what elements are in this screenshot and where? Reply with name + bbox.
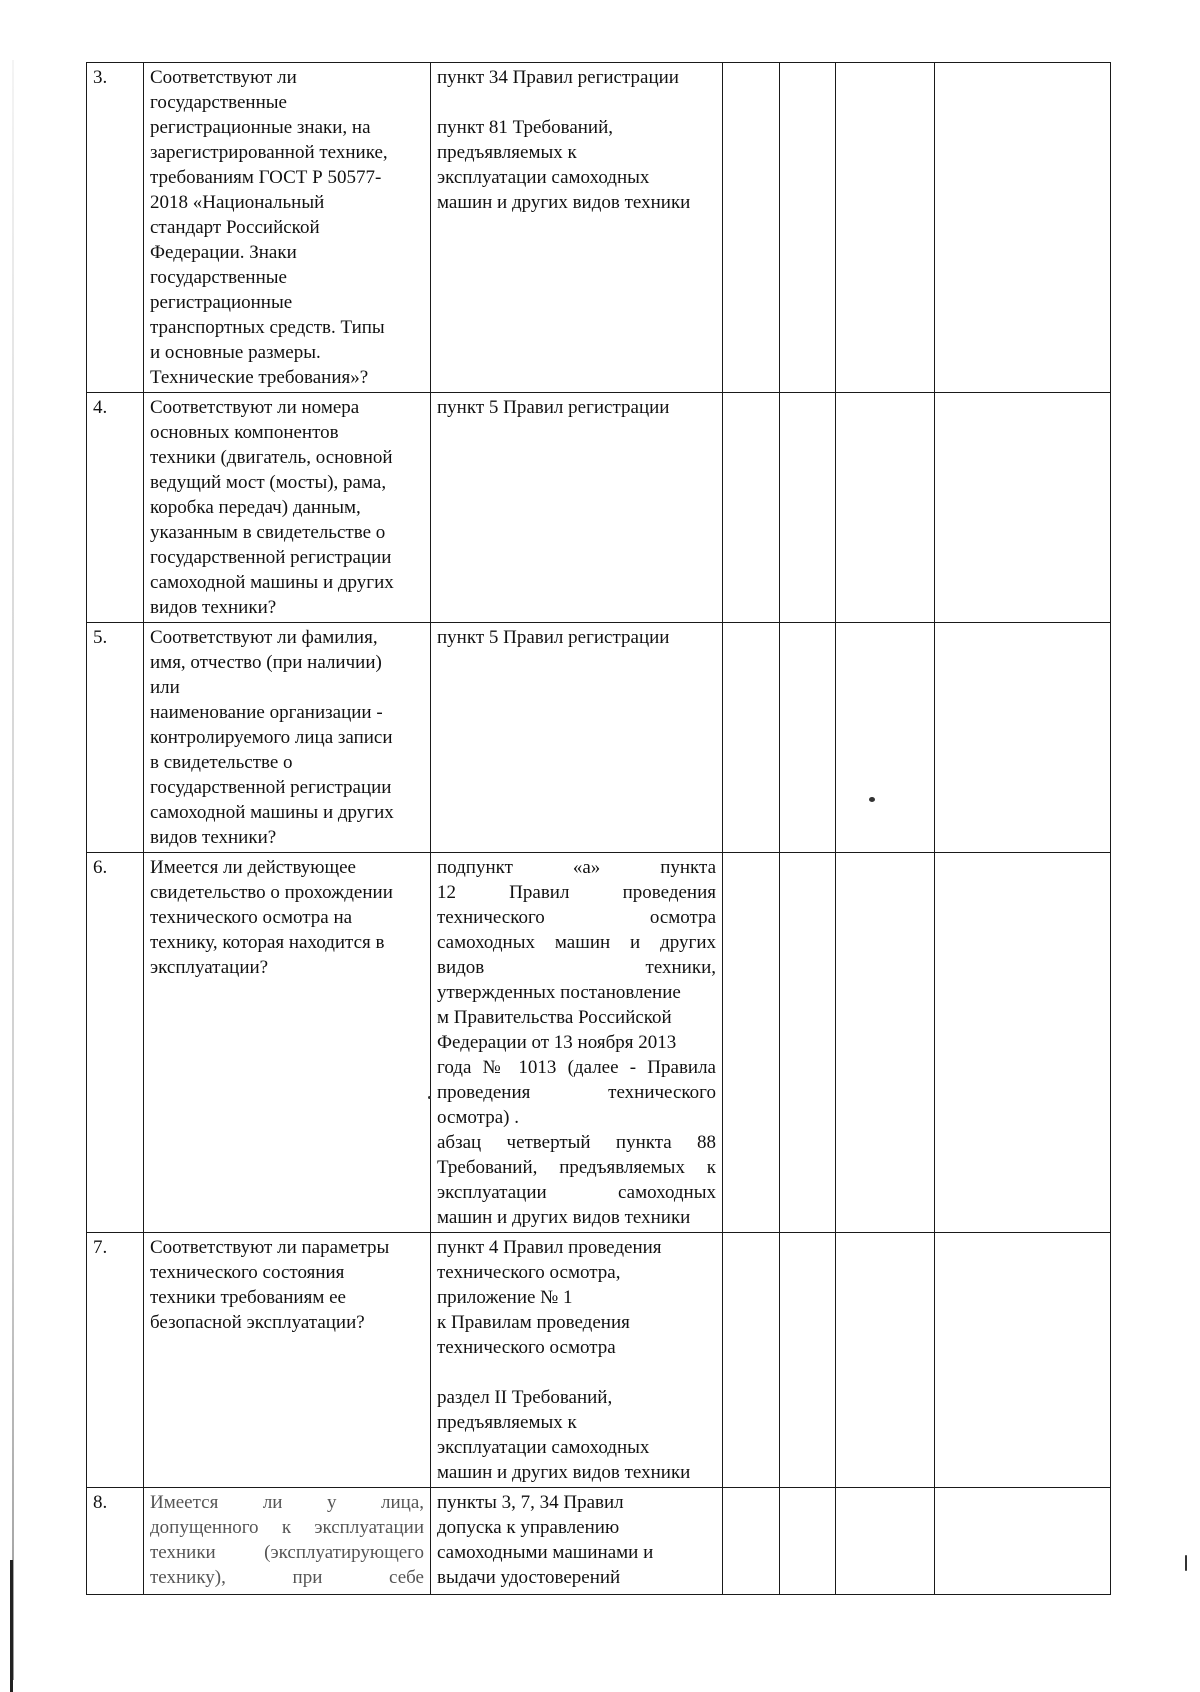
basis-line: пункт 4 Правил проведения: [437, 1237, 662, 1258]
answer-cell: [935, 393, 1111, 623]
row-number: 5.: [87, 623, 144, 853]
question-line: контролируемого лица записи: [150, 727, 393, 748]
answer-cell: [836, 1488, 935, 1595]
basis-line: [437, 1360, 716, 1385]
answer-cell: [780, 1488, 836, 1595]
question-line: имя, отчество (при наличии): [150, 652, 382, 673]
legal-basis-cell: [431, 623, 723, 853]
basis-line: технического осмотра,: [437, 1262, 621, 1283]
basis-line: раздел II Требований,: [437, 1387, 613, 1408]
scan-speck: [428, 1096, 431, 1099]
question-line: Соответствуют ли: [150, 67, 297, 88]
basis-line: м Правительства Российской: [437, 1007, 672, 1028]
answer-cell: [723, 1233, 780, 1488]
answer-cell: [836, 1233, 935, 1488]
answer-cell: [935, 1233, 1111, 1488]
question-line: эксплуатации?: [150, 957, 269, 978]
basis-line: эксплуатации самоходных: [437, 167, 650, 188]
basis-line: машин и других видов техники: [437, 1207, 691, 1228]
answer-cell: [836, 623, 935, 853]
answer-cell: [723, 623, 780, 853]
answer-cell: [780, 623, 836, 853]
question-line: самоходной машины и других: [150, 802, 394, 823]
question-line: технику, которая находится в: [150, 932, 385, 953]
basis-line: проведения технического: [437, 1082, 716, 1103]
question-line: транспортных средств. Типы: [150, 317, 385, 338]
question-line: техники (двигатель, основной: [150, 447, 393, 468]
answer-cell: [780, 1233, 836, 1488]
question-line: Имеется ли у лица,: [150, 1492, 424, 1513]
question-line: Технические требования»?: [150, 367, 369, 388]
legal-basis-cell: [431, 853, 723, 1233]
answer-cell: [836, 393, 935, 623]
question-line: государственные: [150, 267, 287, 288]
question-cell: [144, 393, 431, 623]
legal-basis-cell: [431, 63, 723, 393]
basis-line: к Правилам проведения: [437, 1312, 630, 1333]
basis-line: эксплуатации самоходных: [437, 1437, 650, 1458]
row-number: 7.: [87, 1233, 144, 1488]
answer-cell: [935, 63, 1111, 393]
table-row: [87, 1233, 1111, 1488]
question-line: технического состояния: [150, 1262, 345, 1283]
question-line: стандарт Российской: [150, 217, 320, 238]
question-line: государственной регистрации: [150, 777, 392, 798]
question-line: зарегистрированной технике,: [150, 142, 388, 163]
question-line: регистрационные знаки, на: [150, 117, 371, 138]
basis-line: утвержденных постановление: [437, 982, 681, 1003]
scan-speck: [869, 797, 875, 802]
question-line: государственные: [150, 92, 287, 113]
table-row: [87, 1488, 1111, 1595]
basis-line: года № 1013 (далее - Правила: [437, 1057, 716, 1078]
question-line: Соответствуют ли номера: [150, 397, 360, 418]
basis-line: абзац четвертый пункта 88: [437, 1132, 716, 1153]
basis-line: машин и других видов техники: [437, 192, 691, 213]
answer-cell: [780, 63, 836, 393]
basis-line: [437, 90, 716, 115]
question-line: 2018 «Национальный: [150, 192, 325, 213]
table-row: [87, 853, 1111, 1233]
basis-line: приложение № 1: [437, 1287, 573, 1308]
question-line: свидетельство о прохождении: [150, 882, 393, 903]
answer-cell: [836, 63, 935, 393]
answer-cell: [935, 853, 1111, 1233]
question-cell: [144, 63, 431, 393]
question-line: Соответствуют ли параметры: [150, 1237, 390, 1258]
basis-line: выдачи удостоверений: [437, 1567, 621, 1588]
question-cell: [144, 623, 431, 853]
answer-cell: [780, 393, 836, 623]
question-line: Федерации. Знаки: [150, 242, 297, 263]
basis-line: Требований, предъявляемых к: [437, 1157, 716, 1178]
table-row: [87, 623, 1111, 853]
row-number: 3.: [87, 63, 144, 393]
basis-line: 12 Правил проведения: [437, 882, 716, 903]
scan-edge-mark: [10, 1560, 13, 1692]
scan-speck: [1185, 1555, 1187, 1571]
question-line: видов техники?: [150, 827, 277, 848]
question-line: самоходной машины и других: [150, 572, 394, 593]
basis-line: пункт 81 Требований,: [437, 117, 614, 138]
basis-line: пункт 5 Правил регистрации: [437, 627, 670, 648]
answer-cell: [935, 1488, 1111, 1595]
question-line: ведущий мост (мосты), рама,: [150, 472, 387, 493]
basis-line: пункты 3, 7, 34 Правил: [437, 1492, 624, 1513]
question-cell: [144, 1488, 431, 1595]
question-line: наименование организации -: [150, 702, 383, 723]
legal-basis-cell: [431, 1488, 723, 1595]
basis-line: пункт 34 Правил регистрации: [437, 67, 679, 88]
basis-line: подпункт «а» пункта: [437, 857, 716, 878]
answer-cell: [723, 1488, 780, 1595]
answer-cell: [723, 393, 780, 623]
question-line: и основные размеры.: [150, 342, 321, 363]
question-line: основных компонентов: [150, 422, 339, 443]
row-number: 8.: [87, 1488, 144, 1595]
question-line: регистрационные: [150, 292, 293, 313]
basis-line: самоходными машинами и: [437, 1542, 654, 1563]
basis-line: эксплуатации самоходных: [437, 1182, 716, 1203]
answer-cell: [723, 853, 780, 1233]
question-line: Имеется ли действующее: [150, 857, 356, 878]
basis-line: Федерации от 13 ноября 2013: [437, 1032, 677, 1053]
answer-cell: [780, 853, 836, 1233]
question-line: безопасной эксплуатации?: [150, 1312, 365, 1333]
basis-line: пункт 5 Правил регистрации: [437, 397, 670, 418]
question-line: требованиям ГОСТ Р 50577-: [150, 167, 382, 188]
question-line: допущенного к эксплуатации: [150, 1517, 424, 1538]
basis-line: технического осмотра: [437, 907, 716, 928]
row-number: 6.: [87, 853, 144, 1233]
table-row: [87, 393, 1111, 623]
legal-basis-cell: [431, 1233, 723, 1488]
legal-basis-cell: [431, 393, 723, 623]
question-line: технического осмотра на: [150, 907, 353, 928]
question-cell: [144, 853, 431, 1233]
question-line: государственной регистрации: [150, 547, 392, 568]
basis-line: технического осмотра: [437, 1337, 616, 1358]
question-line: техники требованиям ее: [150, 1287, 346, 1308]
question-line: Соответствуют ли фамилия,: [150, 627, 378, 648]
question-line: указанным в свидетельстве о: [150, 522, 386, 543]
basis-line: предъявляемых к: [437, 1412, 577, 1433]
table-row: [87, 63, 1111, 393]
row-number: 4.: [87, 393, 144, 623]
question-line: коробка передач) данным,: [150, 497, 361, 518]
question-line: технику), при себе: [150, 1567, 424, 1588]
scan-edge: [12, 60, 14, 1680]
basis-line: самоходных машин и других: [437, 932, 716, 953]
basis-line: предъявляемых к: [437, 142, 577, 163]
basis-line: видов техники,: [437, 957, 716, 978]
basis-line: допуска к управлению: [437, 1517, 620, 1538]
answer-cell: [836, 853, 935, 1233]
question-line: техники (эксплуатирующего: [150, 1542, 424, 1563]
checklist-table: [86, 62, 1111, 1595]
answer-cell: [723, 63, 780, 393]
basis-line: машин и других видов техники: [437, 1462, 691, 1483]
question-line: или: [150, 677, 180, 698]
question-line: видов техники?: [150, 597, 277, 618]
question-line: в свидетельстве о: [150, 752, 293, 773]
basis-line: осмотра) .: [437, 1107, 519, 1128]
answer-cell: [935, 623, 1111, 853]
question-cell: [144, 1233, 431, 1488]
